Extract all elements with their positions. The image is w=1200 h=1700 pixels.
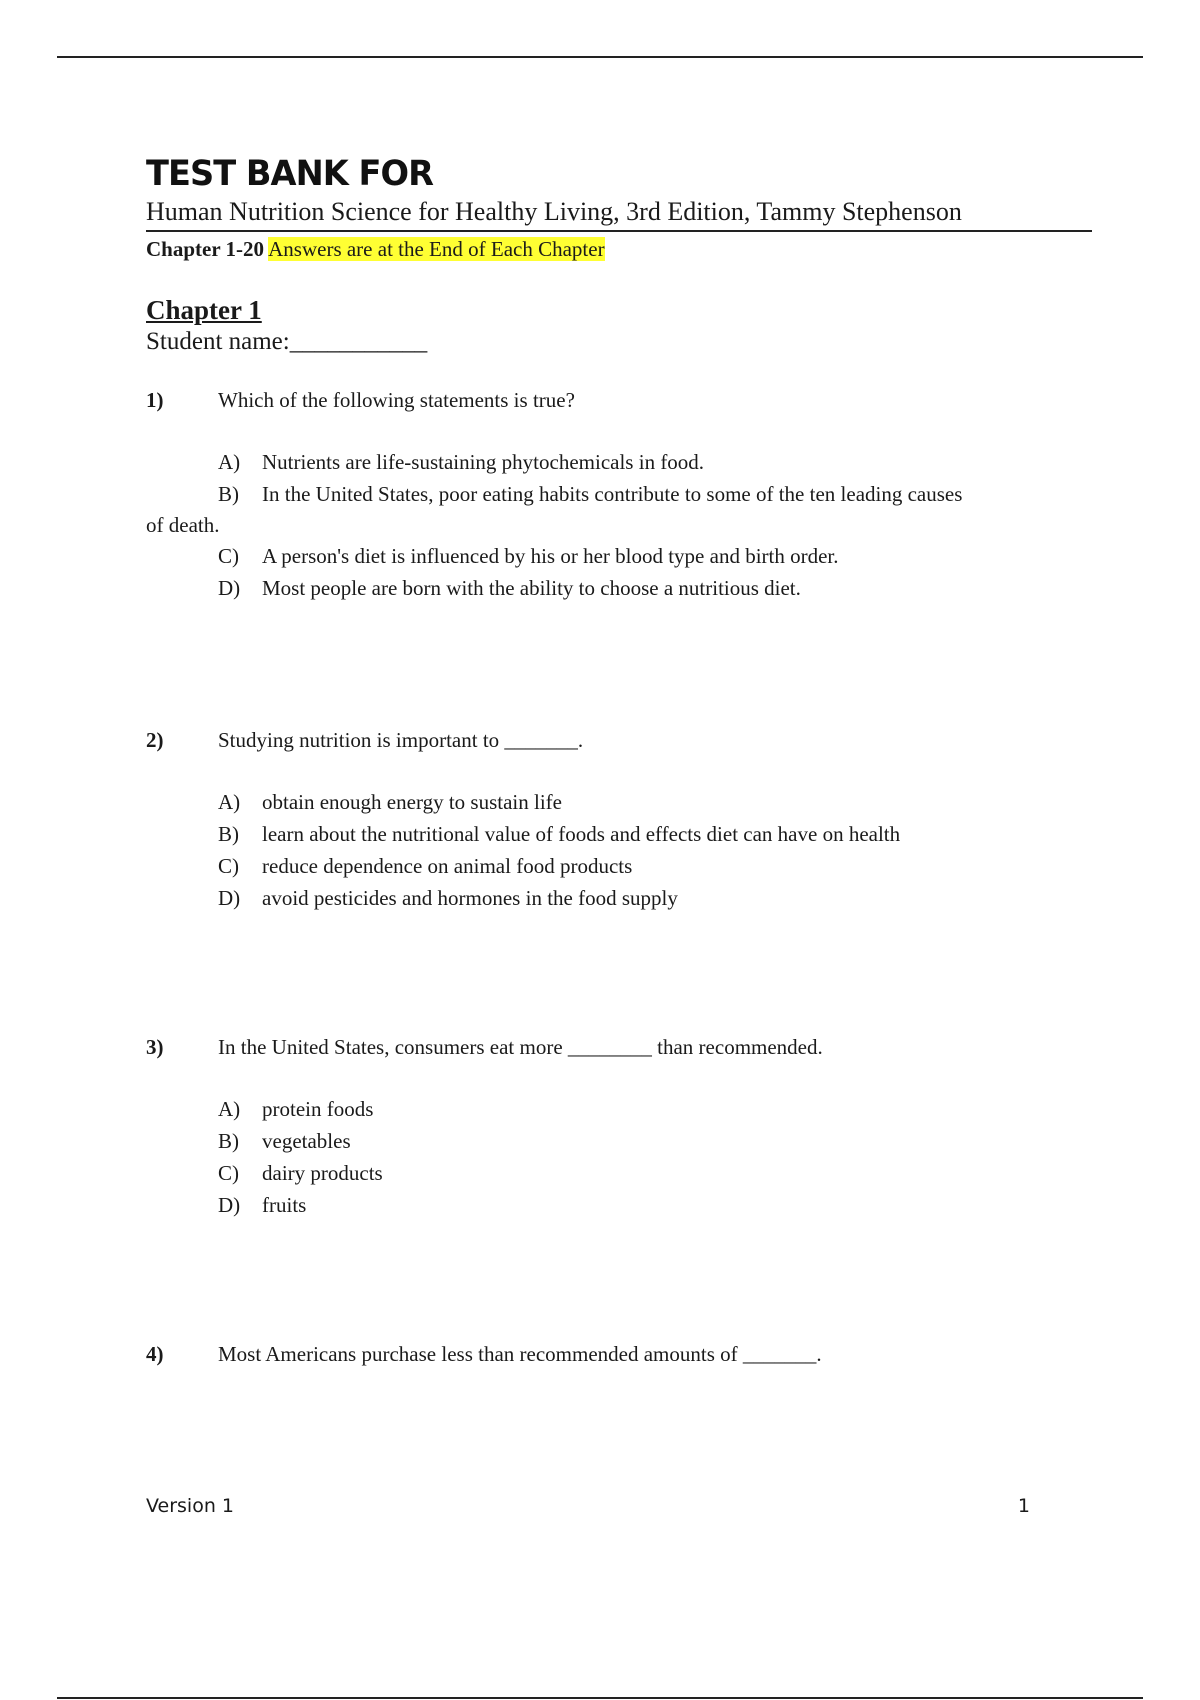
document-title: TEST BANK FOR	[146, 154, 434, 194]
choice-text: avoid pesticides and hormones in the food supply	[262, 886, 678, 910]
choice-text: Nutrients are life-sustaining phytochemicals in food.	[262, 450, 705, 474]
document-page	[146, 152, 1092, 358]
choice-text: obtain enough energy to sustain life	[262, 790, 562, 814]
question-number: 4)	[146, 1342, 164, 1366]
choice-text: protein foods	[262, 1097, 374, 1121]
choice-letter: B)	[218, 482, 239, 506]
document-subtitle: Human Nutrition Science for Healthy Living, 3rd Edition, Tammy Stephenson	[146, 196, 1092, 232]
choice-c	[146, 540, 1092, 572]
choice-text: learn about the nutritional value of foods and effects diet can have on health	[262, 822, 901, 846]
question-1	[146, 384, 1092, 604]
choice-a	[146, 446, 1092, 478]
choice-letter: C)	[218, 544, 239, 568]
choice-text: Most people are born with the ability to choose a nutritious diet.	[262, 576, 801, 600]
question-text: Most Americans purchase less than recommended amounts of _______.	[218, 1342, 822, 1366]
choice-text: reduce dependence on animal food products	[262, 854, 633, 878]
choice-letter: D)	[218, 1193, 241, 1217]
question-3	[146, 1031, 1092, 1221]
choice-c	[146, 850, 1092, 882]
choice-a	[146, 786, 1092, 818]
choice-letter: B)	[218, 1129, 239, 1153]
choice-text: In the United States, poor eating habits contribute to some of the ten leading causes	[262, 482, 963, 506]
choice-letter: D)	[218, 576, 241, 600]
bottom-divider	[57, 1697, 1143, 1699]
version-label: Version 1	[146, 1495, 234, 1517]
choice-letter: D)	[218, 886, 241, 910]
chapter-range: Chapter 1-20	[146, 237, 265, 261]
choice-text: dairy products	[262, 1161, 383, 1185]
choice-b	[146, 818, 1092, 850]
choice-letter: A)	[218, 790, 241, 814]
choice-d	[146, 882, 1092, 914]
chapter-heading: Chapter 1	[146, 295, 262, 325]
question-number: 3)	[146, 1035, 164, 1059]
answers-note: Answers are at the End of Each Chapter	[268, 237, 605, 261]
question-4	[146, 1338, 1092, 1370]
question-text: In the United States, consumers eat more ________ than recommended.	[218, 1035, 823, 1059]
question-2	[146, 724, 1092, 914]
choice-d	[146, 572, 1092, 604]
choice-letter: A)	[218, 1097, 241, 1121]
choice-list	[146, 1093, 1092, 1221]
page-number: 1	[1017, 1495, 1030, 1517]
choice-list	[146, 446, 1092, 604]
chapter-range-line	[146, 234, 1092, 264]
top-divider	[57, 56, 1143, 58]
choice-letter: B)	[218, 822, 239, 846]
choice-text: A person's diet is influenced by his or her blood type and birth order.	[262, 544, 839, 568]
choice-b	[146, 1125, 1092, 1157]
choice-text: fruits	[262, 1193, 307, 1217]
choice-b	[146, 478, 1092, 510]
question-text: Which of the following statements is true?	[218, 388, 575, 412]
question-number: 1)	[146, 388, 164, 412]
choice-d	[146, 1189, 1092, 1221]
choice-letter: C)	[218, 1161, 239, 1185]
choice-c	[146, 1157, 1092, 1189]
choice-letter: A)	[218, 450, 241, 474]
choice-text: vegetables	[262, 1129, 351, 1153]
student-name-field: Student name:___________	[146, 328, 428, 355]
choice-list	[146, 786, 1092, 914]
question-text: Studying nutrition is important to _______.	[218, 728, 584, 752]
choice-b-continuation: of death.	[146, 513, 220, 537]
choice-a	[146, 1093, 1092, 1125]
question-number: 2)	[146, 728, 164, 752]
choice-letter: C)	[218, 854, 239, 878]
